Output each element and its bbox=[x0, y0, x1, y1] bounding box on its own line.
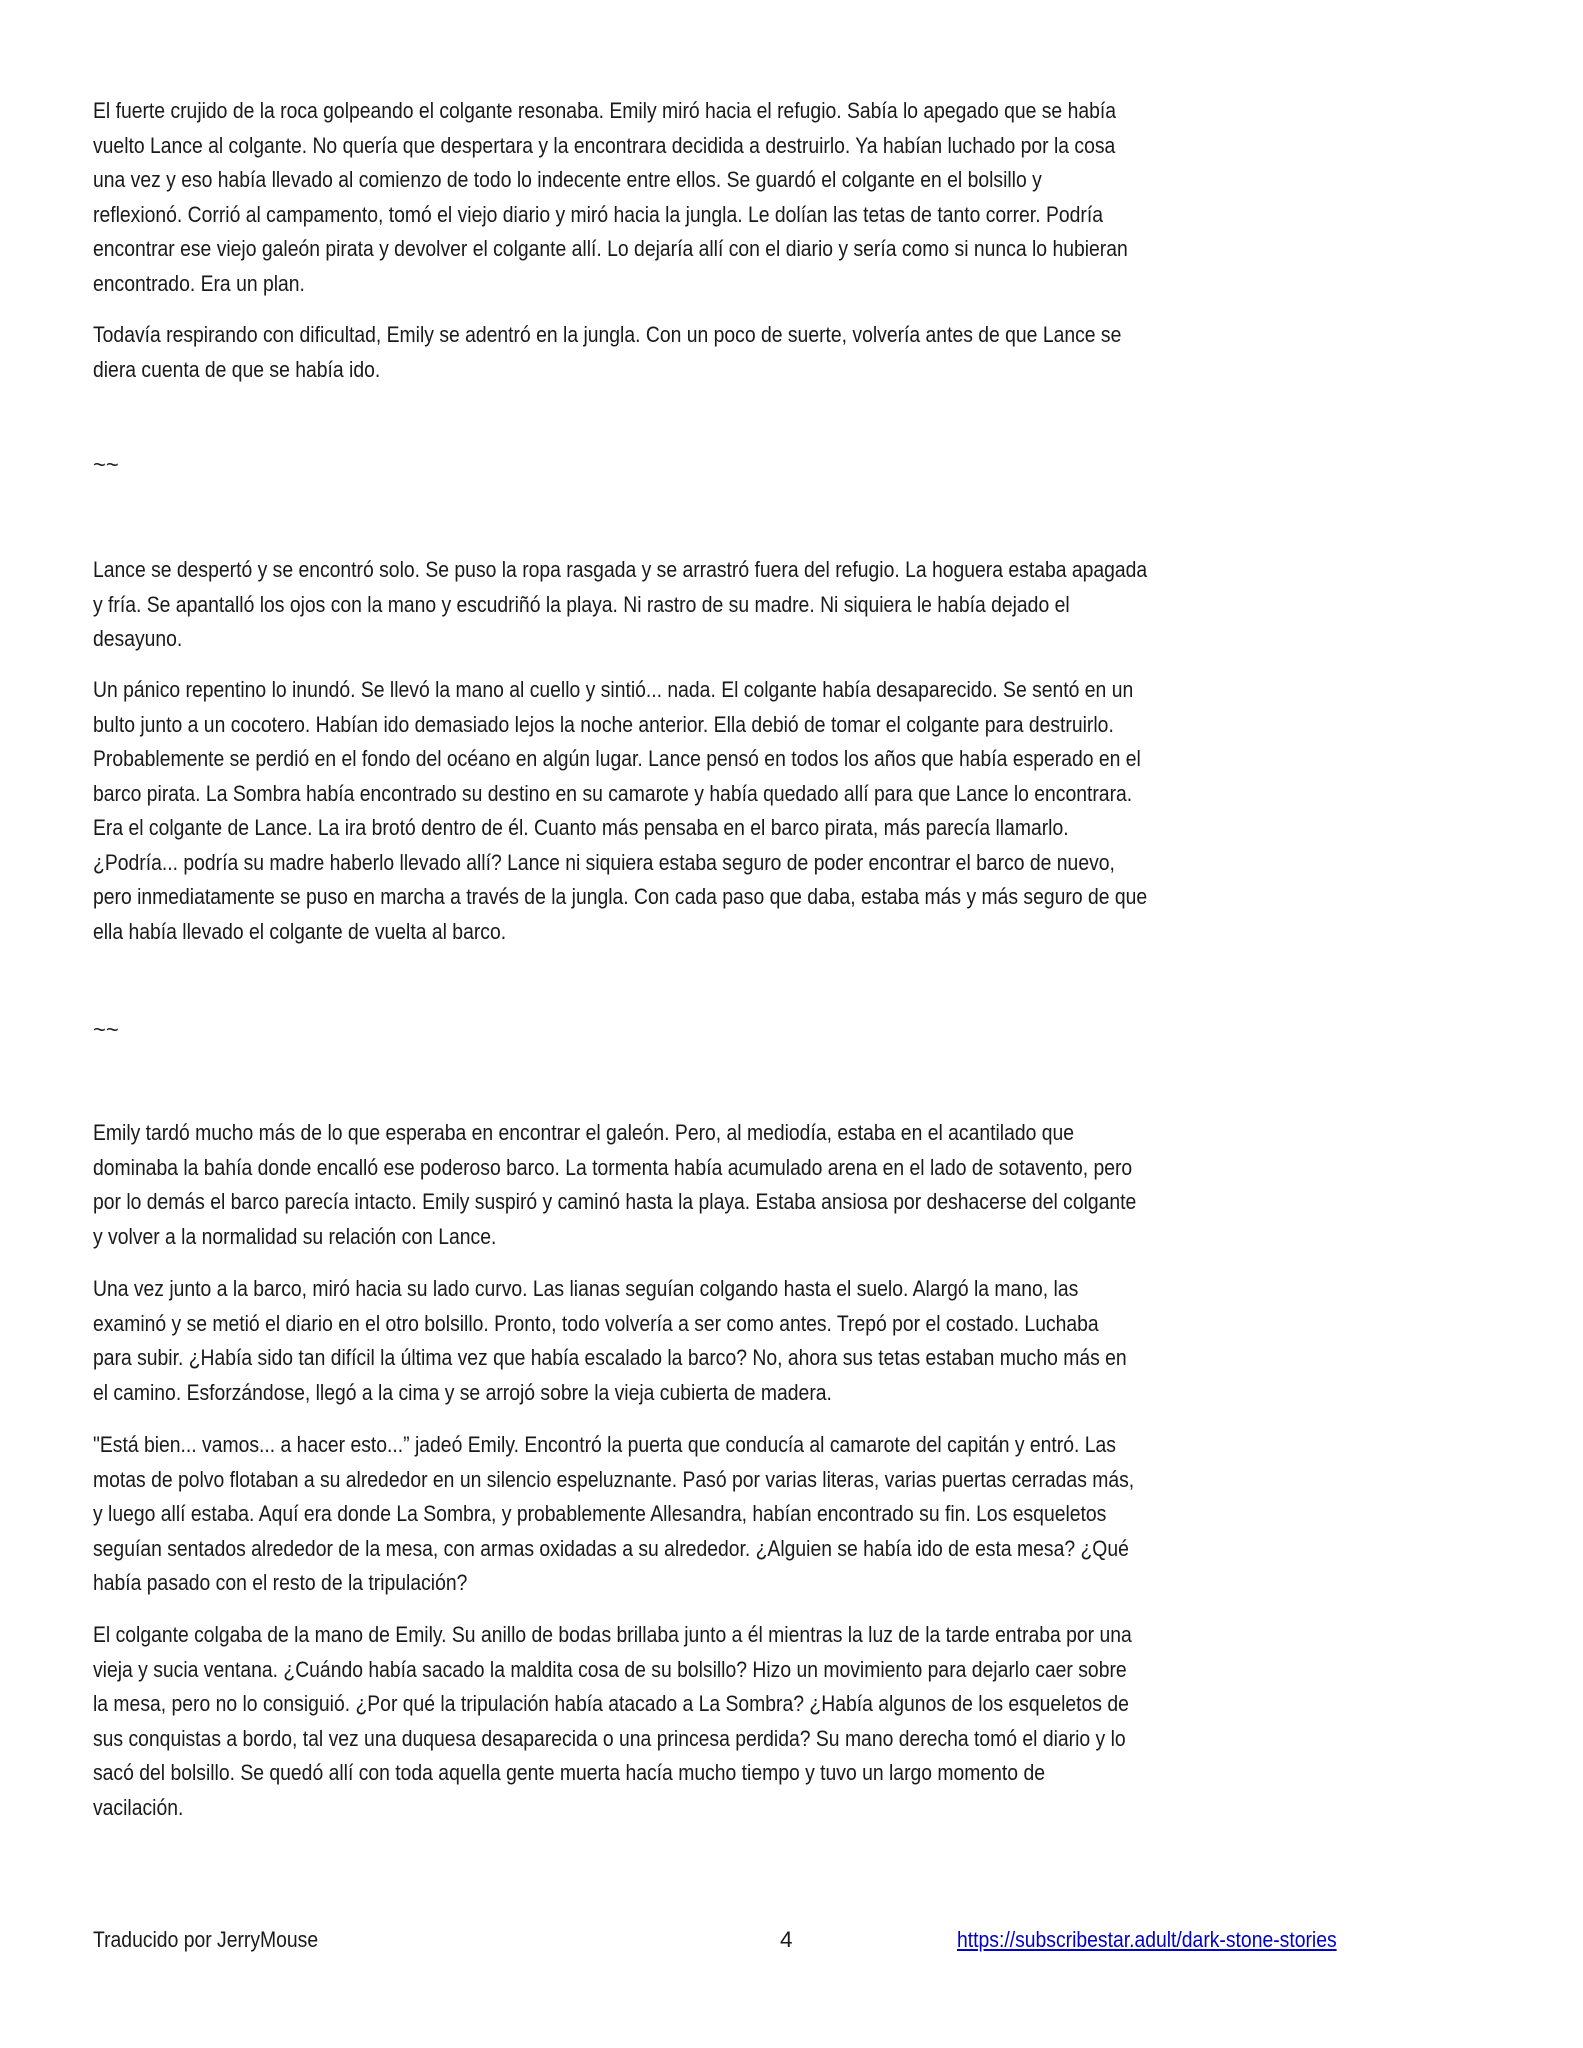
paragraph-line: El colgante colgaba de la mano de Emily. Su anillo de bodas brillaba junto a él mientras la luz de la tarde entraba por una bbox=[93, 1622, 1132, 1647]
paragraph-line: vieja y sucia ventana. ¿Cuándo había sacado la maldita cosa de su bolsillo? Hizo un movimiento para dejarlo caer sobre bbox=[93, 1656, 1127, 1682]
paragraph-line: seguían sentados alrededor de la mesa, con armas oxidadas a su alrededor. ¿Alguien se había ido de esta mesa? ¿Qué bbox=[93, 1535, 1129, 1561]
paragraph-line: barco pirata. La Sombra había encontrado su destino en su camarote y había quedado allí para que Lance lo encontrara. bbox=[93, 780, 1133, 806]
paragraph-line: desayuno. bbox=[93, 626, 183, 651]
paragraph-line: Emily tardó mucho más de lo que esperaba en encontrar el galeón. Pero, al mediodía, estaba en el acantilado que bbox=[93, 1120, 1075, 1145]
paragraph-line: reflexionó. Corrió al campamento, tomó el viejo diario y miró hacia la jungla. Le dolían las tetas de tanto correr. Podría bbox=[93, 201, 1103, 227]
paragraph-line: Era el colgante de Lance. La ira brotó dentro de él. Cuanto más pensaba en el barco pirata, más parecía llamarlo. bbox=[93, 815, 1069, 840]
paragraph-line: y fría. Se apantalló los ojos con la mano y escudriñó la playa. Ni rastro de su madre. Ni siquiera le había dejado el bbox=[93, 591, 1070, 617]
paragraph-line: sus conquistas a bordo, tal vez una duquesa desaparecida o una princesa perdida? Su mano derecha tomó el diario y lo bbox=[93, 1725, 1126, 1751]
paragraph-line: pero inmediatamente se puso en marcha a través de la jungla. Con cada paso que daba, estaba más y más seguro de que bbox=[93, 884, 1148, 909]
section-separator: ~~ bbox=[93, 452, 119, 477]
paragraph-line: diera cuenta de que se había ido. bbox=[93, 356, 381, 382]
paragraph-line: el camino. Esforzándose, llegó a la cima y se arrojó sobre la vieja cubierta de madera. bbox=[93, 1379, 832, 1405]
footer-link[interactable]: https://subscribestar.adult/dark-stone-stories bbox=[957, 1927, 1337, 1952]
paragraph-line: Un pánico repentino lo inundó. Se llevó la mano al cuello y sintió... nada. El colgante había desaparecido. Se sentó en un bbox=[93, 677, 1134, 702]
paragraph-line: ¿Podría... podría su madre haberlo llevado allí? Lance ni siquiera estaba seguro de poder encontrar el barco de nuevo, bbox=[93, 849, 1115, 875]
paragraph-line: Todavía respirando con dificultad, Emily se adentró en la jungla. Con un poco de suerte, volvería antes de que Lance se bbox=[93, 322, 1122, 347]
paragraph-line: había pasado con el resto de la tripulación? bbox=[93, 1570, 468, 1595]
paragraph-line: Una vez junto a la barco, miró hacia su lado curvo. Las lianas seguían colgando hasta el suelo. Alargó la mano, las bbox=[93, 1276, 1079, 1301]
paragraph-line: examinó y se metió el diario en el otro bolsillo. Pronto, todo volvería a ser como antes. Trepó por el costado. Luchaba bbox=[93, 1310, 1099, 1336]
paragraph-line: ella había llevado el colgante de vuelta al barco. bbox=[93, 918, 507, 944]
paragraph-line: Probablemente se perdió en el fondo del océano en algún lugar. Lance pensó en todos los años que había esperado en el bbox=[93, 746, 1141, 771]
paragraph-line: "Está bien... vamos... a hacer esto...” jadeó Emily. Encontró la puerta que conducía al camarote del capitán y entró. Las bbox=[93, 1432, 1116, 1457]
paragraph-line: y luego allí estaba. Aquí era donde La Sombra, y probablemente Allesandra, habían encontrado su fin. Los esqueletos bbox=[93, 1501, 1107, 1526]
paragraph-line: bulto junto a un cocotero. Habían ido demasiado lejos la noche anterior. Ella debió de tomar el colgante para destruirlo. bbox=[93, 711, 1114, 737]
paragraph-line: encontrar ese viejo galeón pirata y devolver el colgante allí. Lo dejaría allí con el diario y sería como si nunca lo hubieran bbox=[93, 236, 1128, 261]
paragraph-line: y volver a la normalidad su relación con Lance. bbox=[93, 1223, 497, 1249]
paragraph-line: encontrado. Era un plan. bbox=[93, 270, 305, 296]
footer-page-number: 4 bbox=[780, 1927, 793, 1952]
footer-translator-credit: Traducido por JerryMouse bbox=[93, 1927, 319, 1952]
paragraph-line: El fuerte crujido de la roca golpeando el colgante resonaba. Emily miró hacia el refugio. Sabía lo apegado que se había bbox=[93, 98, 1116, 123]
paragraph-line: vacilación. bbox=[93, 1794, 184, 1820]
paragraph-line: vuelto Lance al colgante. No quería que despertara y la encontrara decidida a destruirlo. Ya habían luchado por la cosa bbox=[93, 132, 1116, 158]
paragraph-line: motas de polvo flotaban a su alrededor en un silencio espeluznante. Pasó por varias literas, varias puertas cerradas más, bbox=[93, 1466, 1135, 1492]
paragraph-line: la mesa, pero no lo consiguió. ¿Por qué la tripulación había atacado a La Sombra? ¿Había algunos de los esqueletos de bbox=[93, 1691, 1129, 1716]
paragraph-line: una vez y eso había llevado al comienzo de todo lo indecente entre ellos. Se guardó el colgante en el bolsillo y bbox=[93, 167, 1042, 192]
paragraph-line: Lance se despertó y se encontró solo. Se puso la ropa rasgada y se arrastró fuera del refugio. La hoguera estaba apagada bbox=[93, 557, 1148, 582]
paragraph-line: por lo demás el barco parecía intacto. Emily suspiró y caminó hasta la playa. Estaba ansiosa por deshacerse del colgante bbox=[93, 1189, 1137, 1214]
section-separator: ~~ bbox=[93, 1017, 119, 1042]
paragraph-line: para subir. ¿Había sido tan difícil la última vez que había escalado la barco? No, ahora sus tetas estaban mucho más en bbox=[93, 1345, 1127, 1370]
paragraph-line: dominaba la bahía donde encalló ese poderoso barco. La tormenta había acumulado arena en el lado de sotavento, pero bbox=[93, 1154, 1133, 1180]
paragraph-line: sacó del bolsillo. Se quedó allí con toda aquella gente muerta hacía mucho tiempo y tuvo un largo momento de bbox=[93, 1760, 1045, 1785]
